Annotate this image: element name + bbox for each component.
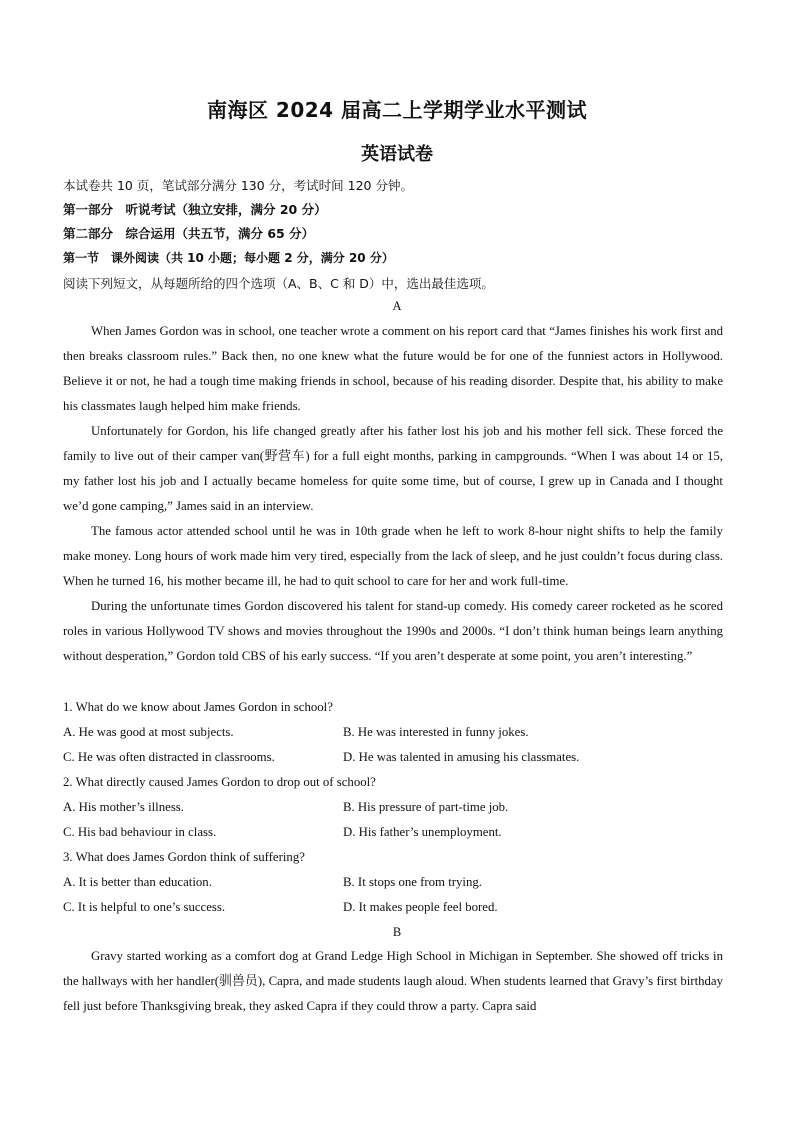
question-2-stem: 2. What directly caused James Gordon to drop out of school? [63,775,376,789]
question-2-option-a[interactable]: A. His mother’s illness. [63,800,184,814]
exam-info: 本试卷共 10 页，笔试部分满分 130 分，考试时间 120 分钟。 [63,178,413,193]
question-1-stem: 1. What do we know about James Gordon in school? [63,700,333,714]
passage-b-label: B [392,925,402,939]
question-2-option-b[interactable]: B. His pressure of part-time job. [343,800,509,814]
question-2-option-d[interactable]: D. His father’s unemployment. [343,825,502,839]
question-3-option-c[interactable]: C. It is helpful to one’s success. [63,900,226,914]
question-3-option-a[interactable]: A. It is better than education. [63,875,212,889]
section-one-heading: 第一节 课外阅读（共 10 小题；每小题 2 分，满分 20 分） [63,251,394,265]
question-3-option-d[interactable]: D. It makes people feel bored. [343,900,498,914]
passage-a-paragraph-1: When James Gordon was in school, one teacher wrote a comment on his report card that “James finishes his work first and then breaks classroom rules.” Back then, no one knew what the future would be for one of the funniest actors in Hollywood. Believe it or not, he had a tough time making friends in school, because of his reading disorder. Despite that, his ability to make his classmates laugh helped him make friends. [63,324,723,413]
part-one-heading: 第一部分 听说考试（独立安排，满分 20 分） [63,202,327,217]
passage-b-paragraph-1: Gravy started working as a comfort dog at Grand Ledge High School in Michigan in September. She showed off tricks in the hallways with her handler(驯兽员), Capra, and made students laugh aloud. When students learned that Gravy’s first birthday fell just before Thanksgiving break, they asked Capra if they could throw a party. Capra said [63,949,723,1013]
question-3-option-b[interactable]: B. It stops one from trying. [343,875,482,889]
question-2-option-c[interactable]: C. His bad behaviour in class. [63,825,217,839]
exam-subtitle: 英语试卷 [361,144,433,165]
reading-instruction: 阅读下列短文，从每题所给的四个选项（A、B、C 和 D）中，选出最佳选项。 [63,276,494,291]
question-1-option-d[interactable]: D. He was talented in amusing his classmates. [343,750,580,764]
passage-a-paragraph-3: The famous actor attended school until he was in 10th grade when he left to work 8-hour night shifts to help the family make money. Long hours of work made him very tired, especially from the lack of sleep, and he just couldn’t focus during class. When he turned 16, his mother became ill, he had to quit school to care for her and work full-time. [63,524,723,588]
passage-a-label: A [392,299,402,313]
passage-a-paragraph-4: During the unfortunate times Gordon discovered his talent for stand-up comedy. His comedy career rocketed as he scored roles in various Hollywood TV shows and movies throughout the 1990s and 2000s. “I don’t think human beings learn anything without desperation,” Gordon told CBS of his early success. “If you aren’t desperate at some point, you aren’t interesting.” [63,599,723,663]
passage-a-paragraph-2: Unfortunately for Gordon, his life changed greatly after his father lost his job and his mother fell sick. These forced the family to live out of their camper van(野营车) for a full eight months, parking in campgrounds. “When I was about 14 or 15, my father lost his job and I actually became homeless for quite some time, but of course, I grew up in Canada and I thought we’d gone camping,” James said in an interview. [63,424,723,513]
question-1-option-c[interactable]: C. He was often distracted in classrooms. [63,750,275,764]
exam-title: 南海区 2024 届高二上学期学业水平测试 [206,98,588,122]
question-1-option-a[interactable]: A. He was good at most subjects. [63,725,234,739]
question-1-option-b[interactable]: B. He was interested in funny jokes. [343,725,529,739]
question-3-stem: 3. What does James Gordon think of suffering? [63,850,305,864]
part-two-heading: 第二部分 综合运用（共五节，满分 65 分） [63,226,315,241]
